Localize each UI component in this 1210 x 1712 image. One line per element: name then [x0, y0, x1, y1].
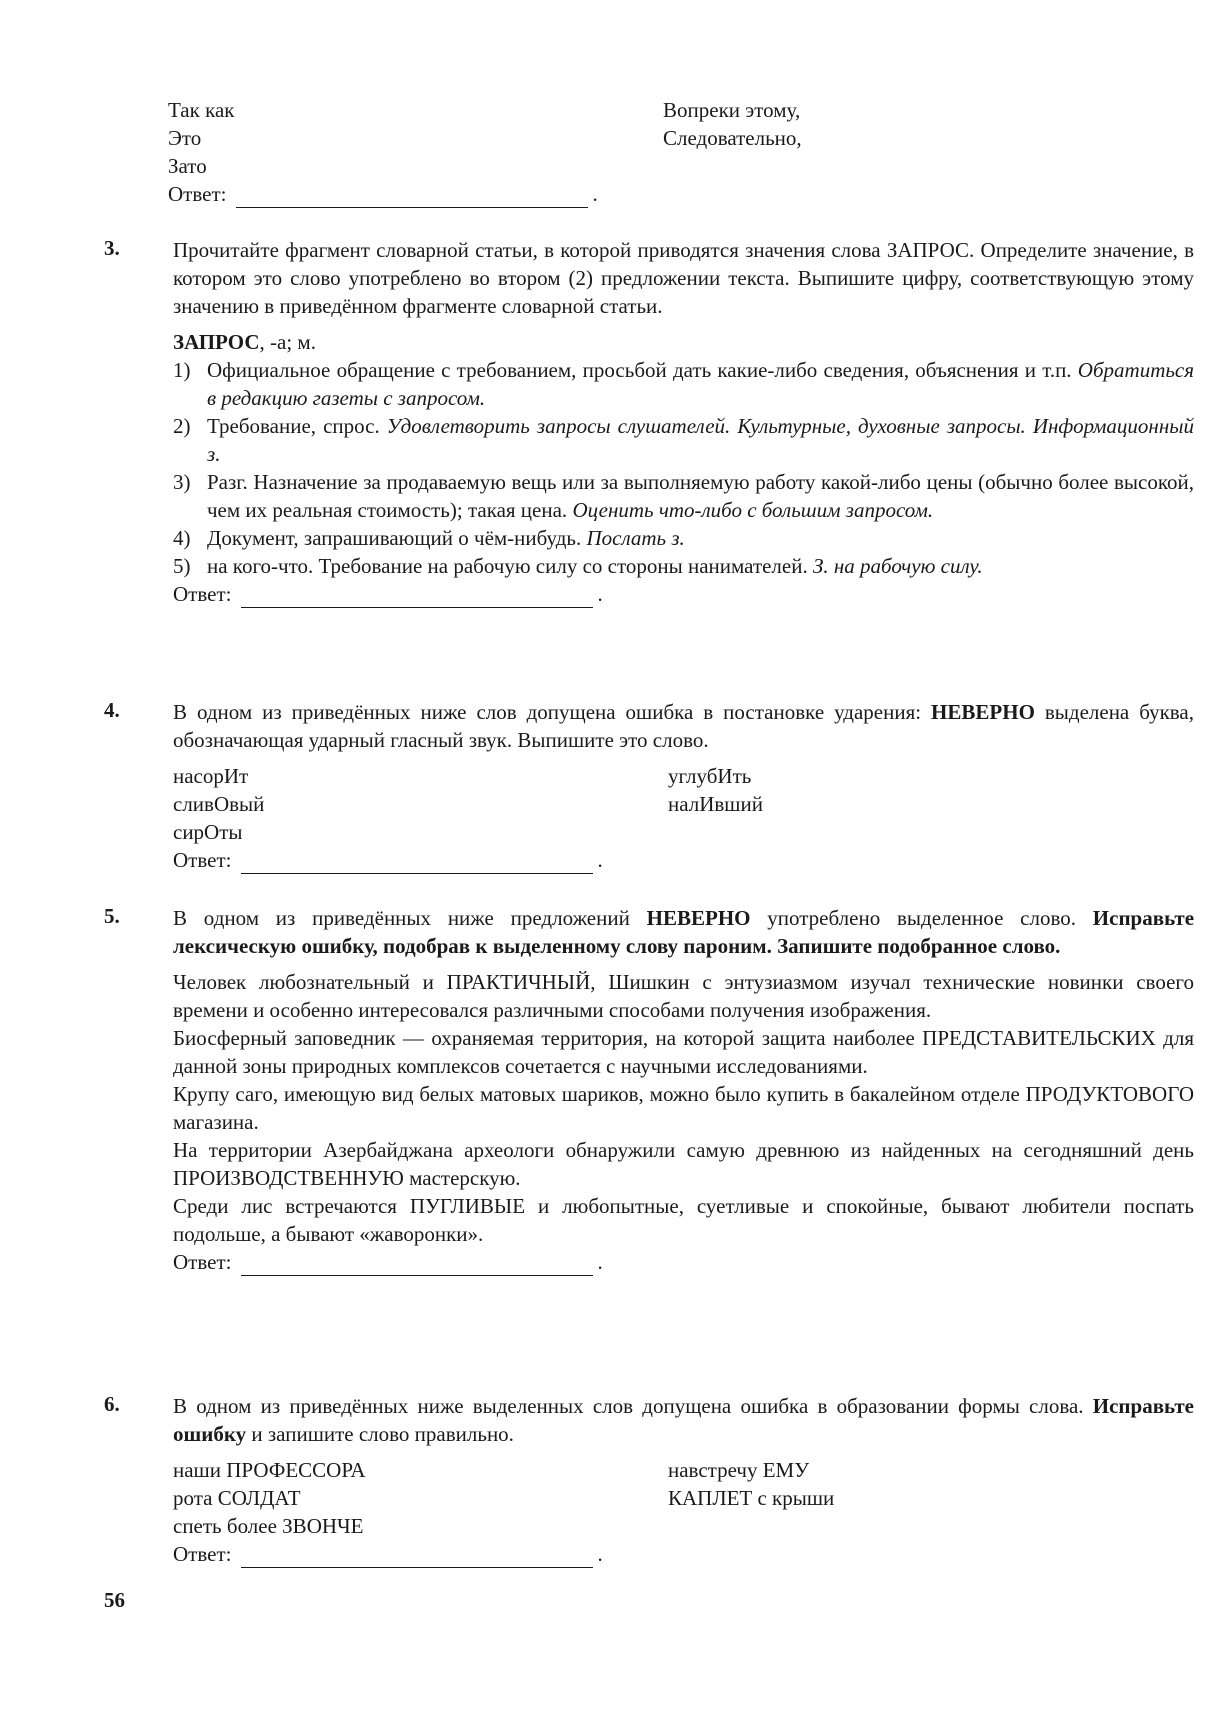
word-options	[173, 762, 1194, 874]
option-word: сливОвый	[173, 792, 265, 816]
connector-options	[168, 96, 1163, 208]
task-number: 3.	[104, 236, 120, 260]
task-number: 4.	[104, 698, 120, 722]
answer-label: Ответ:	[173, 1250, 232, 1274]
sense-example: Послать з.	[586, 526, 685, 550]
sentence-item: Биосферный заповедник — охраняемая территория, на которой защита наиболее ПРЕДСТАВИТЕЛЬСКИХ для данной зоны природных комплексов сочетается с научными исследованиями.	[173, 1026, 1194, 1078]
headword: ЗАПРОС	[173, 330, 260, 354]
task-number: 5.	[104, 904, 120, 928]
option-word: Это	[168, 126, 202, 150]
answer-line[interactable]: Ответ: .	[173, 848, 603, 872]
task-instruction: В одном из приведённых ниже выделенных слов допущена ошибка в образовании формы слова. Исправьте ошибку и запишите слово правильно.	[173, 1394, 1194, 1446]
answer-blank[interactable]	[241, 853, 593, 874]
answer-line[interactable]: Ответ: .	[173, 582, 603, 606]
word-options	[173, 1456, 1194, 1568]
dictionary-sense: 2) Требование, спрос. Удовлетворить запросы слушателей. Культурные, духовные запросы. Информационный з.	[173, 414, 1194, 466]
sense-example: З. на рабочую силу.	[812, 554, 983, 578]
answer-line[interactable]: Ответ: .	[168, 182, 598, 206]
connector-options-left	[168, 96, 663, 208]
task-instruction: Прочитайте фрагмент словарной статьи, в которой приводятся значения слова ЗАПРОС. Определите значение, в котором это слово употреблено во втором (2) предложении текста. Выпишите цифру, соответствующую этому значению в приведённом фрагменте словарной статьи.	[173, 238, 1194, 318]
option-word: Так как	[168, 98, 235, 122]
option-word: навстречу ЕМУ	[668, 1458, 810, 1482]
dictionary-sense: 4) Документ, запрашивающий о чём-нибудь. Послать з.	[173, 526, 685, 550]
option-word: Зато	[168, 154, 207, 178]
dictionary-headword-line	[173, 328, 1194, 356]
sentence-item: Человек любознательный и ПРАКТИЧНЫЙ, Шишкин с энтузиазмом изучал технические новинки своего времени и особенно интересовался различными способами получения изображения.	[173, 970, 1194, 1022]
option-word: углубИть	[668, 764, 752, 788]
sentence-item: Среди лис встречаются ПУГЛИВЫЕ и любопытные, суетливые и спокойные, бывают любители поспать подольше, а бывают «жаворонки».	[173, 1194, 1194, 1246]
option-word: сирОты	[173, 820, 243, 844]
answer-line[interactable]: Ответ: .	[173, 1542, 603, 1566]
option-word: наши ПРОФЕССОРА	[173, 1458, 366, 1482]
answer-blank[interactable]	[241, 1255, 593, 1276]
page-number: 56	[104, 1588, 125, 1612]
option-word: спеть более ЗВОНЧЕ	[173, 1514, 364, 1538]
option-word: Следовательно,	[663, 126, 802, 150]
sentence-item: Крупу саго, имеющую вид белых матовых шариков, можно было купить в бакалейном отделе ПРОДУКТОВОГО магазина.	[173, 1082, 1194, 1134]
answer-label: Ответ:	[173, 582, 232, 606]
headword-grammar: , -а; м.	[259, 330, 316, 354]
task-instruction: В одном из приведённых ниже предложений НЕВЕРНО употреблено выделенное слово. Исправьте лексическую ошибку, подобрав к выделенному слову пароним. Запишите подобранное слово.	[173, 906, 1195, 958]
sentence-list	[173, 968, 1194, 1248]
dictionary-sense: 5) на кого-что. Требование на рабочую силу со стороны нанимателей. З. на рабочую силу.	[173, 554, 983, 578]
option-word: налИвший	[668, 792, 763, 816]
sense-example: Обратиться в редакцию газеты с запросом.	[207, 358, 1194, 410]
answer-blank[interactable]	[236, 187, 588, 208]
answer-label: Ответ:	[173, 848, 232, 872]
dictionary-sense: 1) Официальное обращение с требованием, просьбой дать какие-либо сведения, объяснения и т.п. Обратиться в редакцию газеты с запросом.	[173, 358, 1194, 410]
option-word: насорИт	[173, 764, 249, 788]
answer-label: Ответ:	[173, 1542, 232, 1566]
answer-label: Ответ:	[168, 182, 227, 206]
option-word: КАПЛЕТ с крыши	[668, 1486, 835, 1510]
connector-options-right	[663, 96, 1163, 208]
answer-line[interactable]: Ответ: .	[173, 1250, 603, 1274]
answer-blank[interactable]	[241, 587, 593, 608]
task-instruction: В одном из приведённых ниже слов допущена ошибка в постановке ударения: НЕВЕРНО выделена буква, обозначающая ударный гласный звук. Выпишите это слово.	[173, 700, 1194, 752]
dictionary-sense: 3) Разг. Назначение за продаваемую вещь или за выполняемую работу какой-либо цены (обычно более высокой, чем их реальная стоимость); такая цена. Оценить что-либо с большим запросом.	[173, 470, 1194, 522]
sense-example: Оценить что-либо с большим запросом.	[572, 498, 934, 522]
sense-example: Удовлетворить запросы слушателей. Культурные, духовные запросы. Информационный з.	[207, 414, 1194, 466]
task-number: 6.	[104, 1392, 120, 1416]
answer-blank[interactable]	[241, 1547, 593, 1568]
sentence-item: На территории Азербайджана археологи обнаружили самую древнюю из найденных на сегодняшний день ПРОИЗВОДСТВЕННУЮ мастерскую.	[173, 1138, 1194, 1190]
option-word: Вопреки этому,	[663, 98, 801, 122]
option-word: рота СОЛДАТ	[173, 1486, 301, 1510]
